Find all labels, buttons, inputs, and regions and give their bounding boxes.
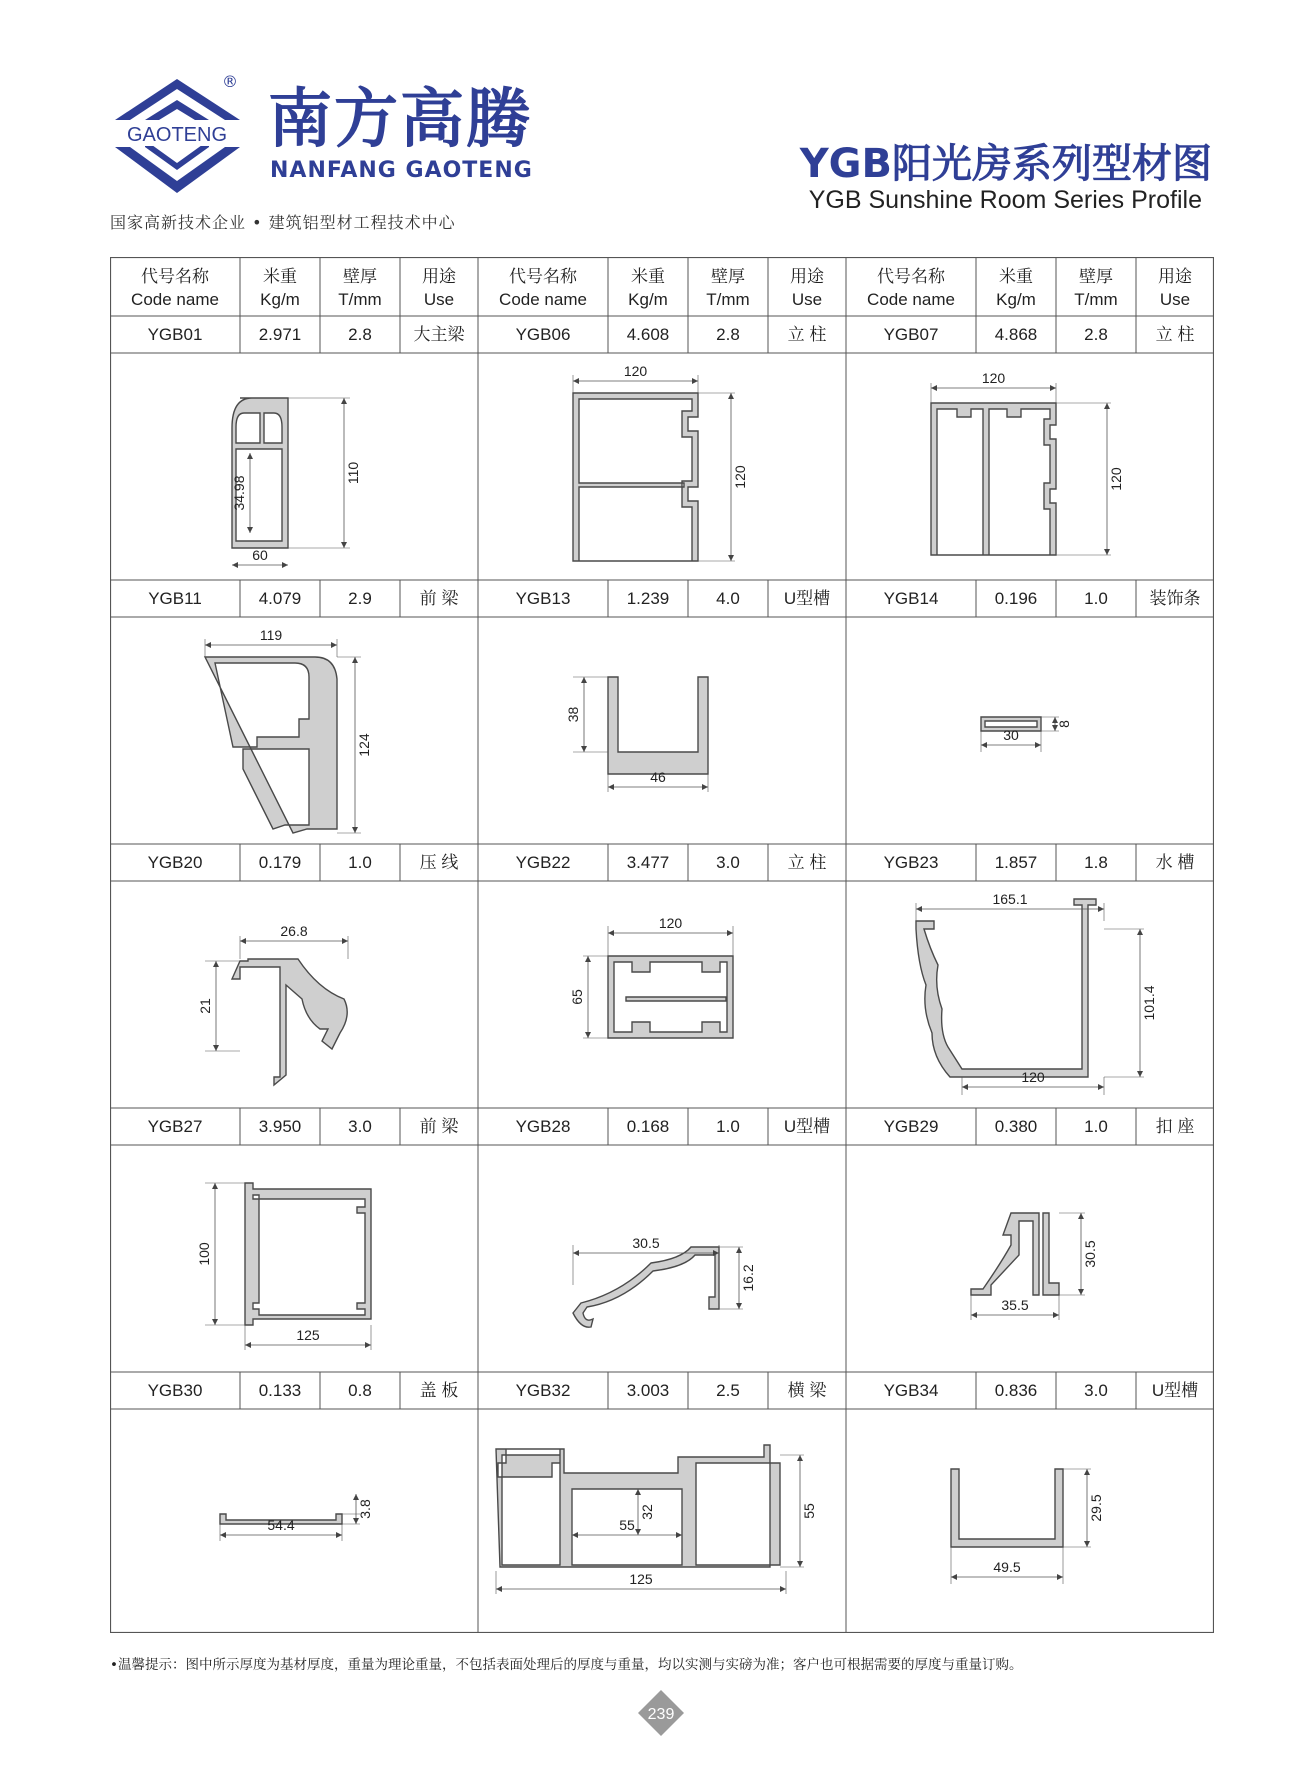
- profile-thickness: 2.9: [348, 589, 372, 608]
- profile-shape: [916, 899, 1096, 1077]
- profile-weight: 0.168: [626, 1117, 670, 1136]
- dimension-label: 35.5: [1001, 1297, 1029, 1313]
- dimension-label: 16.2: [740, 1264, 756, 1292]
- dimension-label: 120: [732, 465, 748, 489]
- dimension-label: 120: [623, 363, 648, 379]
- profile-shape: [971, 1213, 1059, 1295]
- dimension-label: 29.5: [1088, 1494, 1104, 1522]
- profile-weight: 3.003: [626, 1381, 670, 1400]
- profile-use: 立 柱: [1155, 325, 1195, 344]
- profile-code: YGB34: [883, 1381, 939, 1400]
- profile-weight: 0.380: [994, 1117, 1038, 1136]
- profile-code: YGB13: [515, 589, 571, 608]
- profile-drawing-ygb28: [573, 1235, 756, 1327]
- profile-use: 扣 座: [1155, 1117, 1195, 1136]
- profile-shape: [232, 398, 288, 548]
- profile-drawing-ygb34: [951, 1469, 1104, 1584]
- profile-drawing-ygb29: [971, 1213, 1098, 1320]
- dimension-label: 119: [259, 627, 283, 643]
- dimension-label: 165.1: [992, 891, 1028, 907]
- profile-weight: 3.477: [626, 853, 670, 872]
- profile-weight: 1.239: [626, 589, 670, 608]
- header-label-en: Use: [791, 290, 823, 309]
- profile-weight: 4.608: [626, 325, 670, 344]
- header-label-en: Code name: [499, 290, 587, 309]
- profile-thickness: 2.5: [716, 1381, 740, 1400]
- profile-thickness: 2.8: [1084, 325, 1108, 344]
- dimension-label: 49.5: [993, 1559, 1021, 1575]
- profile-code: YGB32: [515, 1381, 571, 1400]
- registered-mark: ®: [222, 72, 238, 91]
- profile-use: 盖 板: [419, 1381, 459, 1400]
- profile-code: YGB22: [515, 853, 571, 872]
- dimension-label: 8: [1056, 720, 1072, 728]
- header-label-en: Code name: [131, 290, 219, 309]
- header-label-cn: 代号名称: [509, 267, 577, 286]
- dimension-label: 55: [801, 1503, 817, 1519]
- profile-code: YGB29: [883, 1117, 939, 1136]
- profile-drawing-ygb11: [205, 627, 372, 833]
- dimension-label: 34.98: [231, 475, 247, 511]
- profile-thickness: 0.8: [348, 1381, 372, 1400]
- profile-shape: [573, 1247, 719, 1327]
- dimension-label: 38: [565, 706, 581, 723]
- page-title-cn: YGB阳光房系列型材图: [799, 141, 1212, 187]
- dimension-label: 3.8: [357, 1499, 373, 1519]
- header-label-cn: 壁厚: [711, 267, 745, 286]
- profile-code: YGB11: [148, 589, 202, 608]
- profile-drawing-ygb13: [565, 677, 708, 792]
- profile-thickness: 2.8: [716, 325, 740, 344]
- dimension-label: 46: [650, 769, 666, 785]
- company-tagline: 国家高新技术企业 • 建筑铝型材工程技术中心: [110, 213, 456, 232]
- profile-thickness: 3.0: [716, 853, 740, 872]
- profile-weight: 4.868: [994, 325, 1038, 344]
- profile-weight: 1.857: [994, 853, 1038, 872]
- header-label-cn: 壁厚: [343, 267, 377, 286]
- profile-weight: 2.971: [258, 325, 302, 344]
- header-label-en: Kg/m: [628, 290, 668, 309]
- profile-thickness: 1.0: [348, 853, 372, 872]
- header-label-cn: 代号名称: [877, 267, 945, 286]
- dimension-label: 120: [1021, 1069, 1045, 1085]
- page-number: 239: [647, 1706, 675, 1723]
- profile-drawing-ygb32: [496, 1445, 817, 1594]
- dimension-label: 101.4: [1141, 985, 1157, 1021]
- profile-thickness: 1.8: [1084, 853, 1108, 872]
- dimension-label: 30.5: [1082, 1240, 1098, 1268]
- profile-code: YGB01: [147, 325, 203, 344]
- dimension-label: 125: [629, 1571, 653, 1587]
- page-title-en: YGB Sunshine Room Series Profile: [808, 186, 1202, 214]
- profile-use: U型槽: [1151, 1381, 1199, 1400]
- header-label-en: T/mm: [706, 290, 750, 309]
- dimension-label: 30.5: [632, 1235, 660, 1251]
- profile-drawing-ygb20: [197, 923, 348, 1085]
- profile-code: YGB20: [147, 853, 203, 872]
- profile-code: YGB23: [883, 853, 939, 872]
- dimension-label: 30: [1003, 727, 1019, 743]
- profile-weight: 3.950: [258, 1117, 302, 1136]
- brand-name-cn: 南方高腾: [268, 83, 532, 157]
- profile-code: YGB07: [883, 325, 939, 344]
- profile-use: 立 柱: [787, 853, 827, 872]
- profile-drawing-ygb22: [569, 915, 733, 1038]
- header-label-en: T/mm: [338, 290, 382, 309]
- header-label-cn: 米重: [631, 267, 665, 286]
- header-label-cn: 米重: [999, 267, 1033, 286]
- profile-thickness: 3.0: [348, 1117, 372, 1136]
- header-label-en: Use: [1159, 290, 1191, 309]
- profile-use: 立 柱: [787, 325, 827, 344]
- profile-use: 水 槽: [1155, 853, 1195, 872]
- profile-use: 横 梁: [787, 1381, 827, 1400]
- profile-code: YGB30: [147, 1381, 203, 1400]
- profile-use: 装饰条: [1149, 589, 1201, 608]
- profile-code: YGB06: [515, 325, 571, 344]
- header-label-en: Code name: [867, 290, 955, 309]
- profile-shape: [573, 393, 698, 561]
- dimension-label: 120: [1108, 467, 1124, 491]
- profile-code: YGB14: [883, 589, 939, 608]
- profile-weight: 0.196: [994, 589, 1038, 608]
- dimension-label: 100: [196, 1242, 212, 1266]
- profile-shape: [608, 956, 733, 1038]
- dimension-label: 26.8: [280, 923, 308, 939]
- page-number-badge: [636, 1688, 686, 1738]
- dimension-label: 120: [981, 370, 1006, 386]
- profile-drawing-ygb07: [931, 370, 1124, 555]
- profile-thickness: 3.0: [1084, 1381, 1108, 1400]
- profile-shape: [951, 1469, 1063, 1547]
- profile-weight: 0.179: [258, 853, 302, 872]
- profile-drawing-ygb06: [573, 363, 748, 561]
- dimension-label: 125: [296, 1327, 320, 1343]
- profile-weight: 4.079: [258, 589, 302, 608]
- profile-weight: 0.836: [994, 1381, 1038, 1400]
- table-border: [111, 258, 1214, 1633]
- dimension-label: 65: [569, 989, 585, 1005]
- profile-use: U型槽: [783, 1117, 831, 1136]
- header-label-cn: 用途: [790, 267, 824, 286]
- profile-drawing-ygb27: [196, 1183, 371, 1350]
- dimension-label: 120: [658, 915, 683, 931]
- profile-shape: [205, 657, 337, 833]
- dimension-label: 54.4: [267, 1517, 295, 1533]
- profile-thickness: 1.0: [716, 1117, 740, 1136]
- dimension-label: 110: [345, 461, 361, 485]
- header-label-en: Kg/m: [260, 290, 300, 309]
- profile-use: U型槽: [783, 589, 831, 608]
- gaoteng-logo: [105, 75, 250, 200]
- profile-drawing-ygb23: [916, 891, 1157, 1095]
- profile-shape: [608, 677, 708, 774]
- footer-note: •温馨提示：图中所示厚度为基材厚度，重量为理论重量，不包括表面处理后的厚度与重量，均以实测与实磅为准；客户也可根据需要的厚度与重量订购。: [110, 1657, 1023, 1673]
- profile-use: 前 梁: [419, 589, 459, 608]
- header-label-cn: 用途: [422, 267, 456, 286]
- logo-text: GAOTENG: [126, 124, 228, 146]
- dimension-label: 21: [197, 998, 213, 1014]
- header-label-en: T/mm: [1074, 290, 1118, 309]
- profile-drawing-ygb14: [981, 717, 1072, 752]
- profile-thickness: 4.0: [716, 589, 740, 608]
- dimension-label: 55: [619, 1517, 635, 1533]
- profile-code: YGB27: [147, 1117, 203, 1136]
- profile-drawing-ygb30: [220, 1494, 373, 1541]
- header-label-cn: 用途: [1158, 267, 1192, 286]
- dimension-label: 60: [252, 547, 268, 563]
- dimension-label: 32: [639, 1504, 655, 1520]
- header-label-en: Kg/m: [996, 290, 1036, 309]
- header-label-en: Use: [423, 290, 455, 309]
- profile-drawing-ygb01: [231, 398, 361, 568]
- profile-thickness: 1.0: [1084, 1117, 1108, 1136]
- header-label-cn: 米重: [263, 267, 297, 286]
- profile-shape: [931, 403, 1056, 555]
- profile-thickness: 1.0: [1084, 589, 1108, 608]
- header-label-cn: 壁厚: [1079, 267, 1113, 286]
- profile-shape: [245, 1183, 371, 1325]
- profile-shape: [232, 959, 347, 1085]
- profile-table: [110, 257, 1214, 1633]
- profile-use: 压 线: [419, 853, 459, 872]
- profile-code: YGB28: [515, 1117, 571, 1136]
- profile-weight: 0.133: [258, 1381, 302, 1400]
- brand-name-en: NANFANG GAOTENG: [270, 158, 533, 183]
- profile-use: 大主梁: [413, 325, 465, 344]
- profile-use: 前 梁: [419, 1117, 459, 1136]
- header-label-cn: 代号名称: [141, 267, 209, 286]
- profile-thickness: 2.8: [348, 325, 372, 344]
- dimension-label: 124: [356, 733, 372, 757]
